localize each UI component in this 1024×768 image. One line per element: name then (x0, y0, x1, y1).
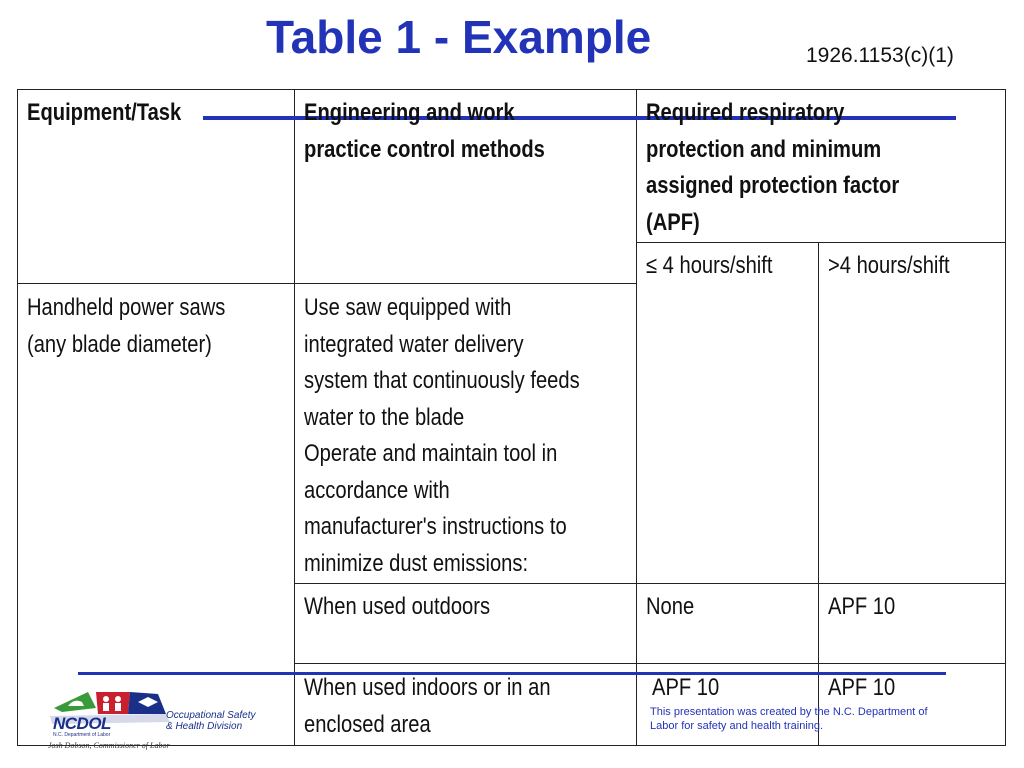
control-method-line-4: water to the blade (304, 403, 465, 431)
logo-division-line-2: & Health Division (166, 721, 243, 732)
control-method-line-6: accordance with (304, 476, 450, 504)
column-divider-1 (294, 89, 295, 746)
header-split-line (636, 242, 1006, 243)
control-method-line-2: integrated water delivery (304, 330, 524, 358)
header-up-to-4-hours-text: ≤ 4 hours/shift (646, 252, 773, 279)
header-equipment-task (27, 95, 181, 132)
logo-division-line-1: Occupational Safety (166, 710, 256, 721)
cell-outdoors-over-4 (828, 589, 895, 626)
footer-note: This presentation was created by the N.C. Department of Labor for safety and health training. (650, 706, 928, 732)
logo-wordmark: NCDOL (53, 714, 111, 733)
row-divider-methods (294, 583, 1006, 584)
control-method-line-3: system that continuously feeds (304, 367, 580, 394)
header-over-4-hours (828, 248, 950, 285)
column-divider-2 (636, 89, 637, 746)
indoors-condition-line-1: When used indoors or in an (304, 674, 551, 701)
header-respiratory-line-1: Required respiratory (646, 99, 845, 126)
control-method-line-8: minimize dust emissions: (304, 549, 529, 577)
page-title: Table 1 - Example (266, 11, 652, 63)
logo-red-tile (96, 692, 130, 714)
logo-person-head-1 (103, 696, 109, 702)
header-engineering-line-2: practice control methods (304, 135, 545, 163)
logo-division (166, 710, 256, 732)
equipment-line-1: Handheld power saws (27, 294, 226, 321)
outdoors-up-to-4-text: None (646, 593, 695, 620)
cell-control-methods (304, 290, 580, 582)
table-left-border (17, 89, 18, 746)
regulation-citation: 1926.1153(c)(1) (806, 44, 954, 67)
header-respiratory-line-4: (APF) (646, 208, 700, 236)
header-bottom-line (17, 283, 636, 284)
control-method-line-5: Operate and maintain tool in (304, 440, 558, 467)
cell-equipment (27, 290, 225, 363)
column-divider-3 (818, 242, 819, 746)
header-engineering-controls (304, 95, 545, 168)
header-engineering-line-1: Engineering and work (304, 99, 515, 126)
cell-indoors-up-to-4 (652, 670, 719, 707)
logo-person-head-2 (115, 696, 121, 702)
header-respiratory-line-2: protection and minimum (646, 135, 882, 163)
header-respiratory-protection (646, 95, 899, 241)
equipment-line-2: (any blade diameter) (27, 330, 212, 358)
logo-person-body-2 (115, 703, 121, 711)
logo-commissioner: Josh Dobson, Commissioner of Labor (48, 741, 170, 750)
header-equipment-task-text: Equipment/Task (27, 99, 182, 126)
logo-person-body-1 (103, 703, 109, 711)
cell-outdoors-up-to-4 (646, 589, 694, 626)
header-respiratory-line-3: assigned protection factor (646, 172, 900, 199)
control-method-line-7: manufacturer's instructions to (304, 513, 567, 540)
cell-outdoors-condition (304, 589, 490, 626)
header-over-4-hours-text: >4 hours/shift (828, 252, 950, 279)
indoors-up-to-4-text: APF 10 (652, 674, 720, 701)
header-up-to-4-hours (646, 248, 772, 285)
indoors-condition-line-2: enclosed area (304, 710, 431, 738)
logo-department: N.C. Department of Labor (53, 732, 111, 738)
outdoors-over-4-text: APF 10 (828, 593, 896, 620)
cell-indoors-condition (304, 670, 551, 743)
outdoors-condition-text: When used outdoors (304, 593, 491, 620)
table-right-border (1005, 89, 1006, 746)
control-method-line-1: Use saw equipped with (304, 294, 512, 321)
indoors-over-4-text: APF 10 (828, 674, 896, 701)
cell-indoors-over-4 (828, 670, 895, 707)
table-top-border (17, 89, 1006, 90)
row-divider-outdoors (294, 663, 1006, 664)
